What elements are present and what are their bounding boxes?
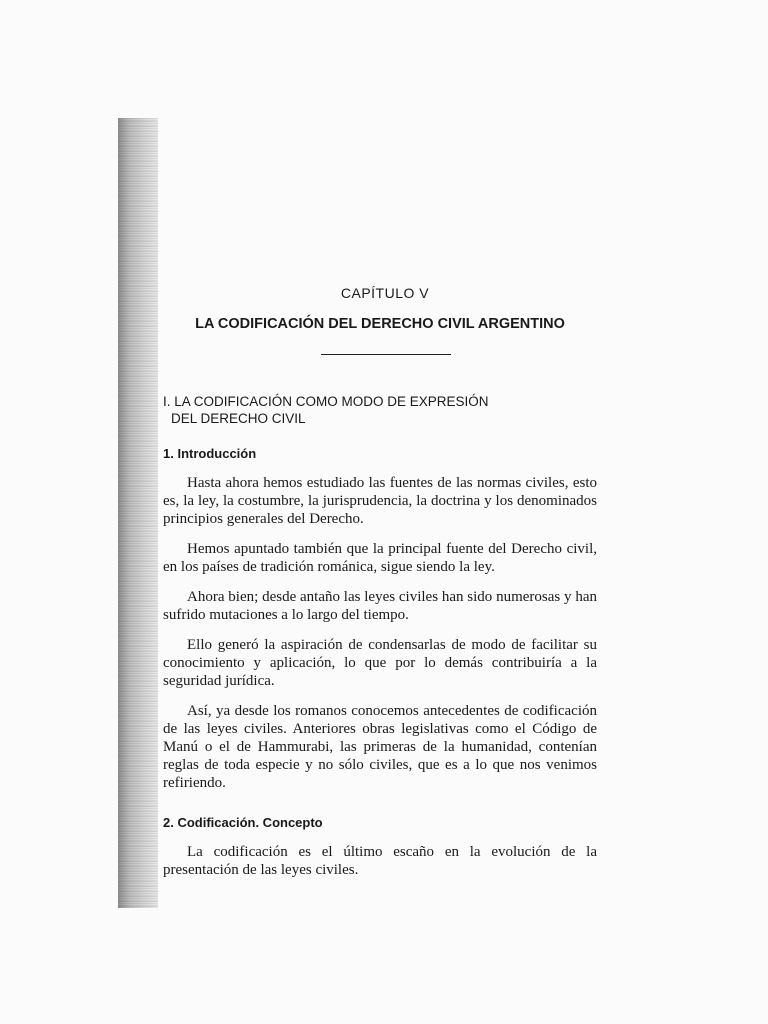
subsection-heading-introduccion: 1. Introducción xyxy=(163,446,257,461)
subsection-heading-concepto: 2. Codificación. Concepto xyxy=(163,815,323,830)
chapter-title: LA CODIFICACIÓN DEL DERECHO CIVIL ARGENTINO xyxy=(195,316,565,332)
paragraph: La codificación es el último escaño en la evolución de la presentación de las leyes civiles. xyxy=(163,844,597,878)
paragraph: Ello generó la aspiración de condensarlas de modo de facilitar su conocimiento y aplicación, lo que por lo demás contribuiría a la seguridad jurídica. xyxy=(163,637,597,689)
section-heading xyxy=(163,393,597,427)
paragraph: Ahora bien; desde antaño las leyes civiles han sido numerosas y han sufrido mutaciones a lo largo del tiempo. xyxy=(163,589,597,623)
paragraph: Así, ya desde los romanos conocemos antecedentes de codificación de las leyes civiles. Anteriores obras legislativas como el Código de Manú o el de Hammurabi, las primeras de la humanidad, contenían reglas de toda especie y no sólo civiles, que es a lo que nos venimos refiriendo. xyxy=(163,703,597,791)
paragraph: Hasta ahora hemos estudiado las fuentes de las normas civiles, esto es, la ley, la costumbre, la jurisprudencia, la doctrina y los denominados principios generales del Derecho. xyxy=(163,475,597,527)
chapter-label: CAPÍTULO V xyxy=(340,285,430,301)
page-content xyxy=(163,284,597,879)
paragraph: Hemos apuntado también que la principal fuente del Derecho civil, en los países de tradición románica, sigue siendo la ley. xyxy=(163,541,597,575)
section-heading-line1: I. LA CODIFICACIÓN COMO MODO DE EXPRESIÓN xyxy=(163,394,489,409)
title-divider xyxy=(321,354,451,355)
page-binding-shadow xyxy=(118,118,158,908)
section-heading-line2: DEL DERECHO CIVIL xyxy=(171,411,306,426)
